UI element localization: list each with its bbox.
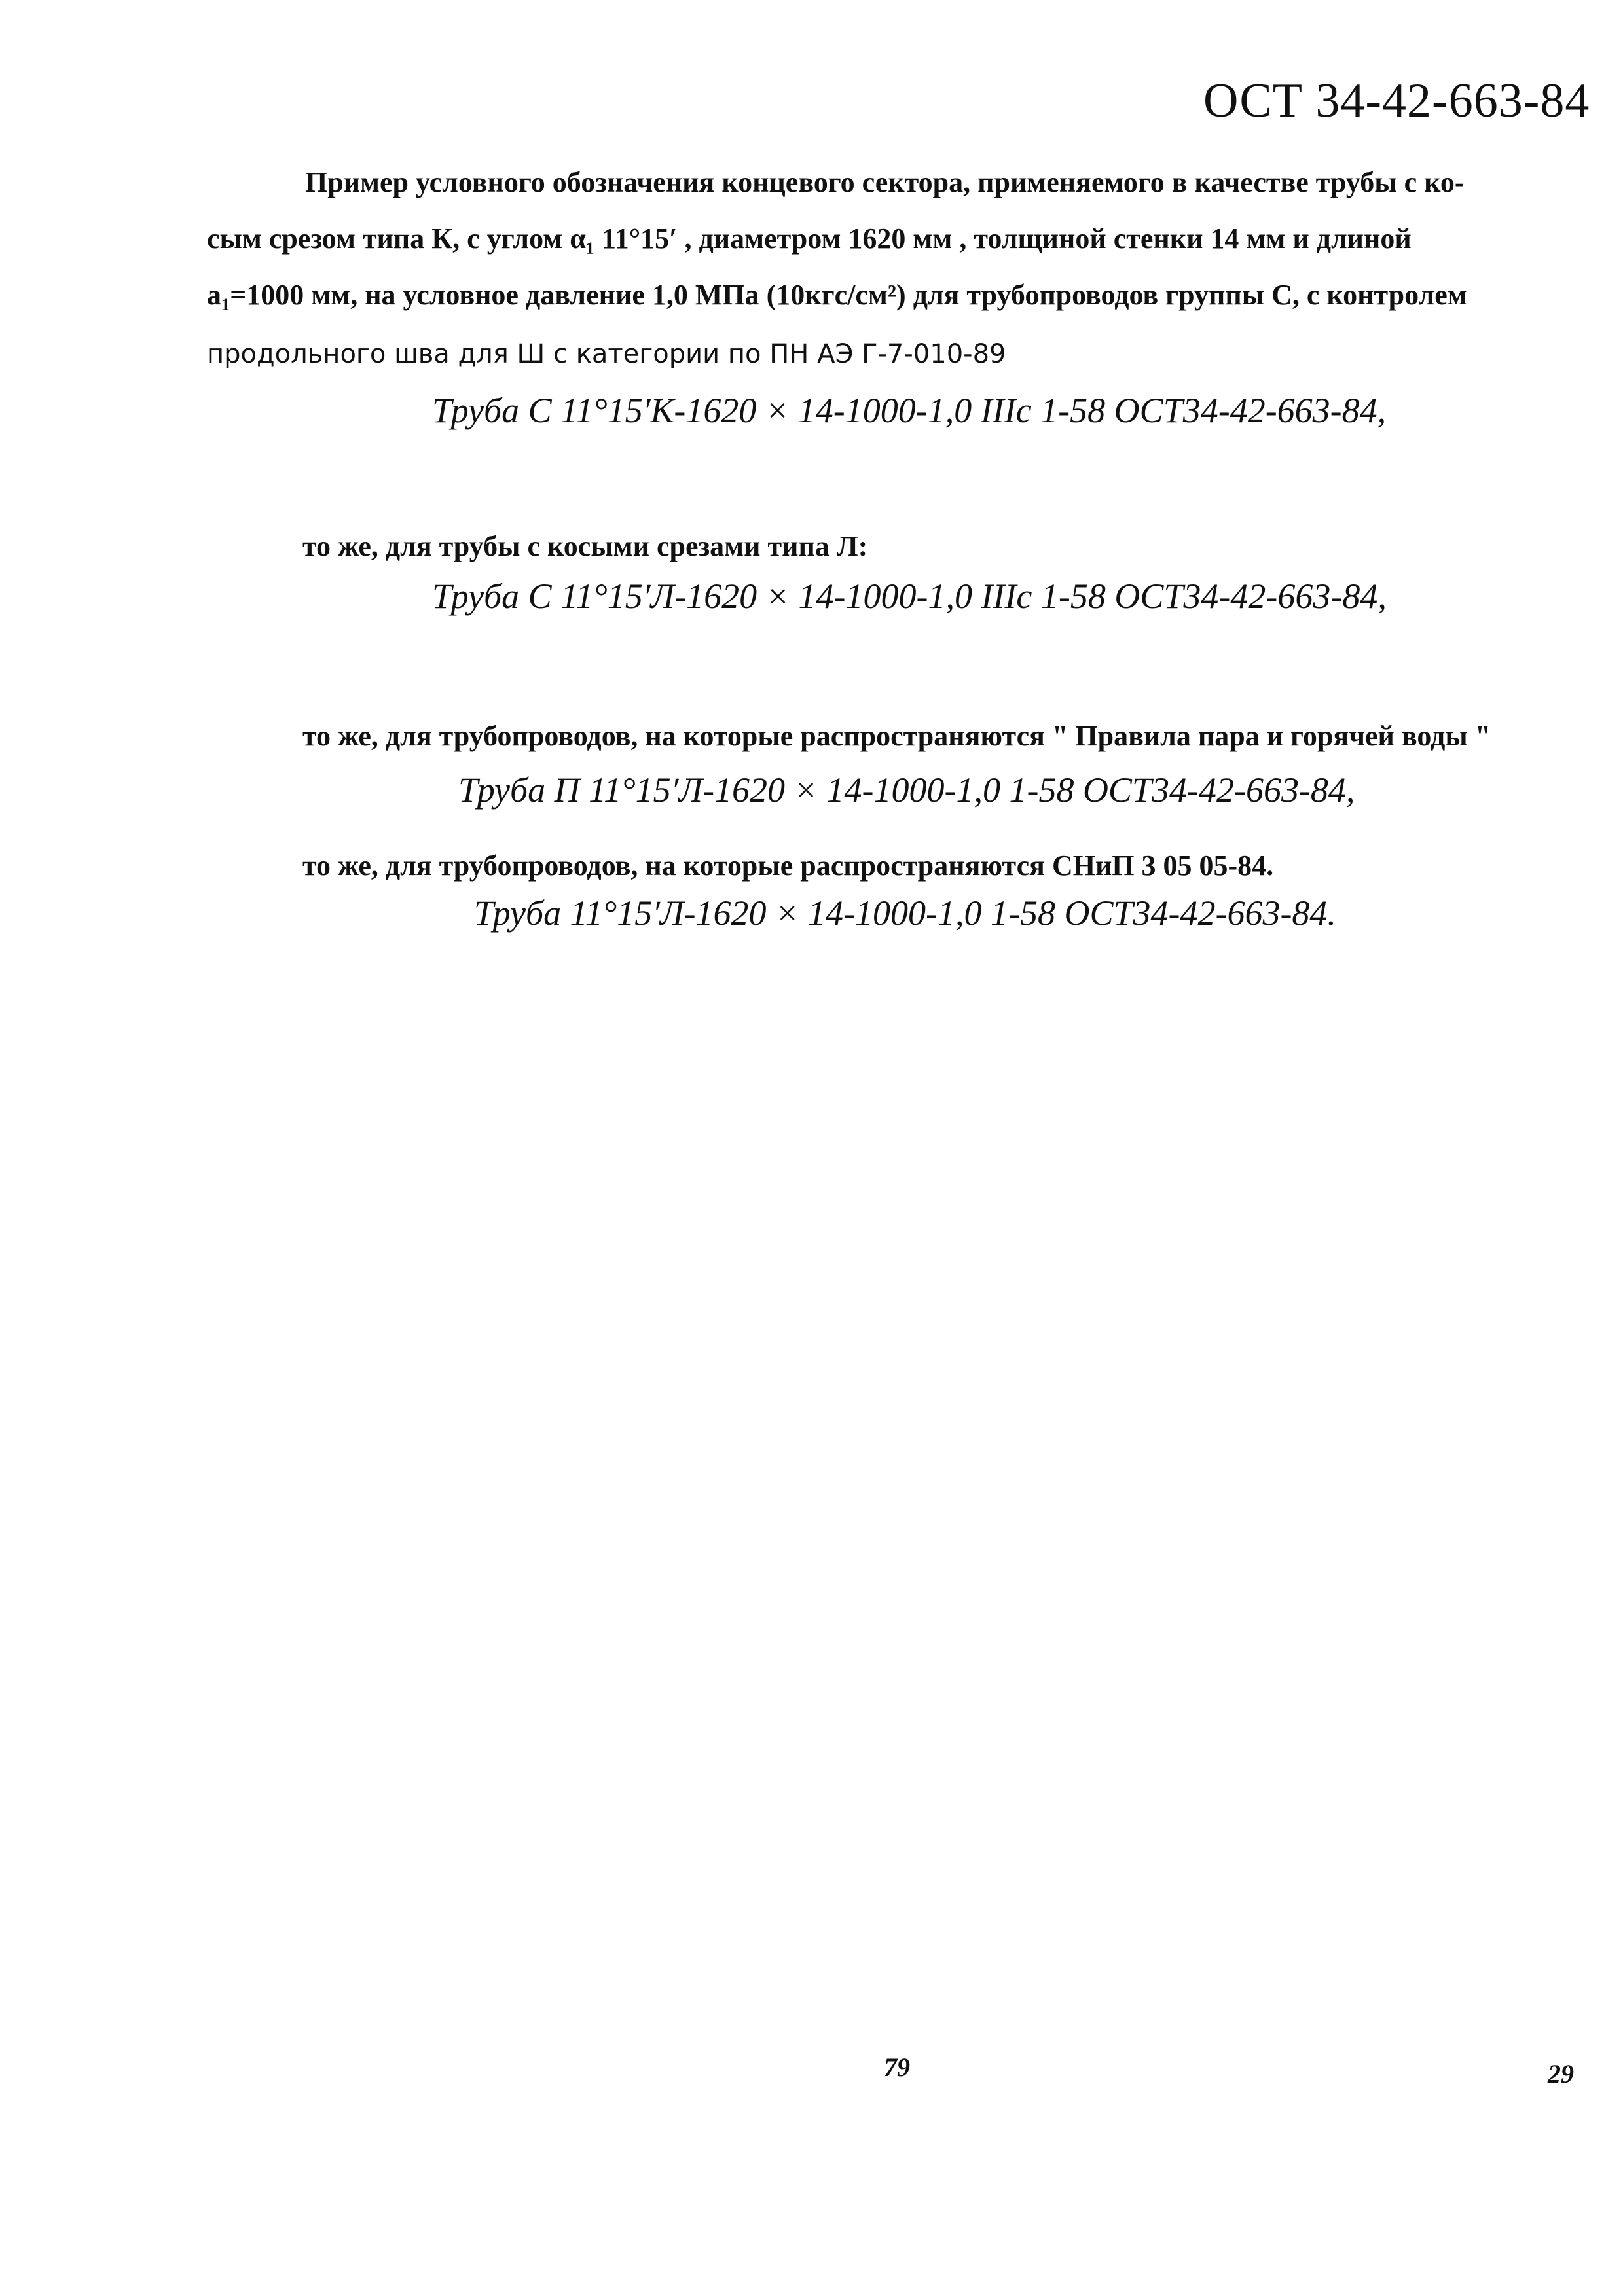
- intro-paragraph: [207, 154, 1595, 377]
- intro-line-1: Пример условного обозначения концевого сектора, применяемого в качестве трубы с ко-: [305, 166, 1465, 198]
- designation-2: Труба С 11°15′Л-1620 × 14-1000-1,0 IIIc 1-58 ОСТ34-42-663-84,: [432, 577, 1387, 616]
- designation-4: Труба 11°15′Л-1620 × 14-1000-1,0 1-58 ОСТ34-42-663-84.: [474, 893, 1336, 933]
- page-number-center: 79: [884, 2053, 910, 2082]
- page-number-right: 29: [1548, 2059, 1574, 2089]
- intro-line-4: продольного шва для Ш с категории по ПН АЭ Г-7-010-89: [207, 339, 1006, 369]
- designation-1: Труба С 11°15′К-1620 × 14-1000-1,0 IIIc 1-58 ОСТ34-42-663-84,: [432, 391, 1387, 430]
- intro-line-3: a₁=1000 мм, на условное давление 1,0 МПа (10кгс/см²) для трубопроводов группы С, с контролем: [207, 279, 1467, 311]
- document-code-header: ОСТ 34-42-663-84: [1203, 74, 1590, 128]
- intro-line-2: сым срезом типа К, с углом α₁ 11°15′ , диаметром 1620 мм , толщиной стенки 14 мм и длиной: [207, 223, 1412, 255]
- caption-4: то же, для трубопроводов, на которые распространяются СНиП 3 05 05-84.: [302, 850, 1274, 882]
- caption-2: то же, для трубы с косыми срезами типа Л:: [302, 530, 868, 562]
- designation-3: Труба П 11°15′Л-1620 × 14-1000-1,0 1-58 ОСТ34-42-663-84,: [458, 770, 1355, 810]
- caption-3: то же, для трубопроводов, на которые распространяются " Правила пара и горячей воды ": [302, 720, 1491, 752]
